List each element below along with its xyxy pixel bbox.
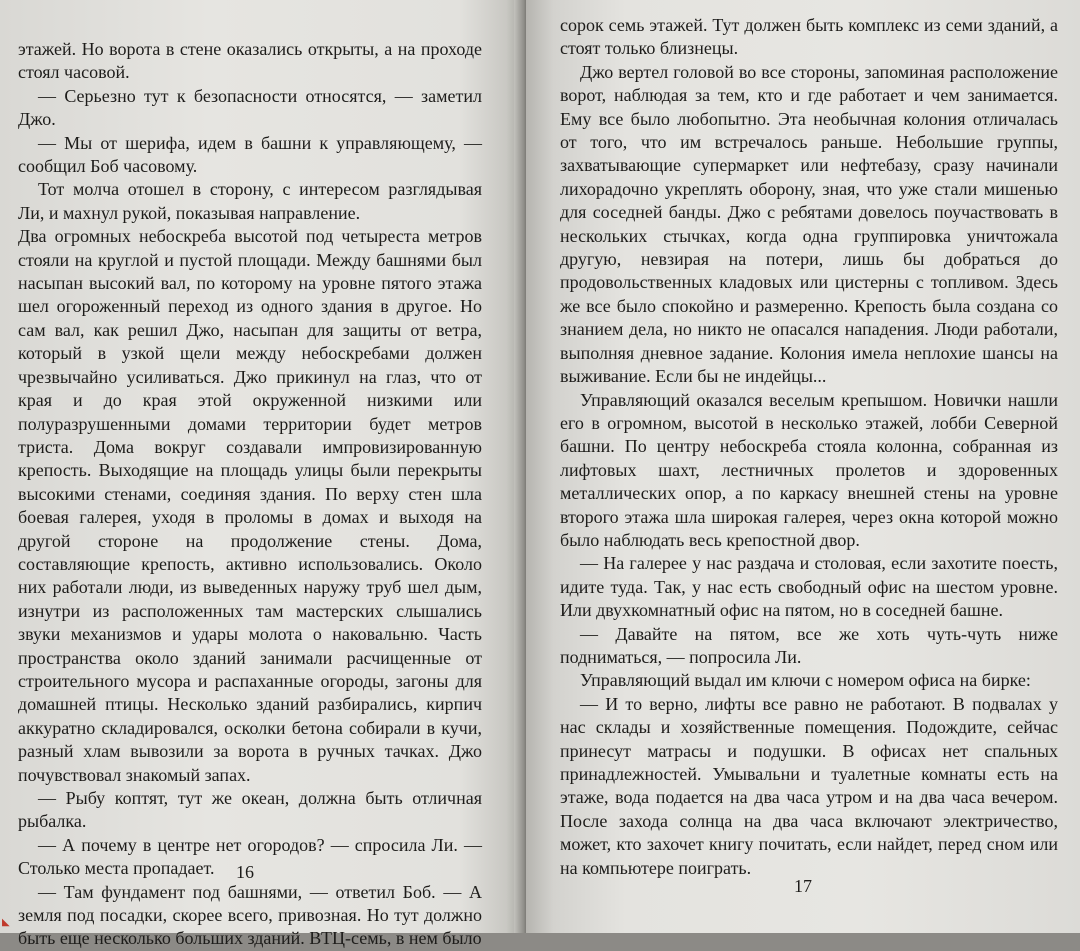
left-page-text <box>18 38 482 951</box>
paragraph: — Давайте на пятом, все же хоть чуть-чуть ниже подниматься, — попросила Ли. <box>560 623 1058 667</box>
paragraph: сорок семь этажей. Тут должен быть комплекс из семи зданий, а стоят только близнецы. <box>560 15 1058 59</box>
right-page-text <box>560 14 1058 880</box>
corner-mark-icon: ◣ <box>2 917 10 928</box>
right-page <box>526 0 1080 933</box>
page-number: 16 <box>236 862 254 882</box>
paragraph: — Мы от шерифа, идем в башни к управляющему, — сообщил Боб часовому. <box>18 132 482 177</box>
paragraph: Джо вертел головой во все стороны, запоминая расположение ворот, наблюдая за тем, кто и где работает и чем занимается. Ему все было любопытно. Эта необычная колония отличалась от того, что им встречалось раньше. Небольшие группы, захватывающие супермаркет или нефтебазу, сразу начинали лихорадочно укреплять оборону, зная, что уже стали мишенью для соседней банды. Джо с ребятами довелось поучаствовать в нескольких стычках, когда одна группировка уничтожала другую, невзирая на потери, лишь бы добраться до продовольственных кладовых или цистерны с топливом. Здесь же все было спокойно и размеренно. Крепость была создана со знанием дела, но никто не опасался нападения. Люди работали, выполняя дневное задание. Колония имела неплохие шансы на выживание. Если бы не индейцы... <box>560 61 1058 387</box>
paragraph: — Там фундамент под башнями, — ответил Боб. — А земля под посадки, скорее всего, привозная. Но тут должно быть еще несколько больших зданий. ВТЦ-семь, в нем было <box>18 881 482 949</box>
paragraph: Два огромных небоскреба высотой под четыреста метров стояли на круглой и пустой площади. Между башнями был насыпан высокий вал, по которому на уровне пятого этажа шел огороженный переход из одного здания в другое. Но сам вал, как решил Джо, насыпан для защиты от ветра, который в узкой щели между небоскребами должен чрезвычайно усиливаться. Джо прикинул на глаз, что от края и до края этой окруженной низкими или полуразрушенными домами территории будет метров триста. Дома вокруг создавали импровизированную крепость. Выходящие на площадь улицы были перекрыты высокими стенами, соединяя здания. По верху стен шла боевая галерея, уходя в проломы в домах и выходя на другой стороне на продолжение стены. Дома, составляющие крепость, активно использовались. Около них работали люди, из выведенных наружу труб шел дым, изнутри из расположенных там мастерских слышались звуки механизмов и удары молота о наковальню. Часть пространства около зданий занимали расчищенные от строительного мусора и распаханные огороды, загоны для домашней птицы. Несколько зданий разбирались, кирпич аккуратно складировался, осколки бетона собирали в кучи, разный хлам вывозили за ворота в ручных тачках. Джо почувствовал знакомый запах. <box>18 226 482 785</box>
page-number: 17 <box>794 876 812 896</box>
paragraph: Управляющий выдал им ключи с номером офиса на бирке: <box>580 670 1031 691</box>
paragraph: — Рыбу коптят, тут же океан, должна быть отличная рыбалка. <box>18 788 482 832</box>
paragraph: — И то верно, лифты все равно не работают. В подвалах у нас склады и хозяйственные помещения. Подождите, сейчас принесут матрасы и подушки. В офисах нет спальных принадлежностей. Умывальни и туалетные комнаты есть на этаже, вода подается на два часа утром и на два часа вечером. После захода солнца на два часа включают электричество, может, кто захочет книгу почитать, если найдет, перед сном или на компьютере поиграть. <box>560 693 1058 878</box>
left-page <box>0 0 522 949</box>
paragraph: этажей. Но ворота в стене оказались открыты, а на проходе стоял часовой. <box>18 39 482 83</box>
paragraph: — На галерее у нас раздача и столовая, если захотите поесть, идите туда. Так, у нас есть свободный офис на шестом уровне. Или двухкомнатный офис на пятом, но в соседней башне. <box>560 553 1058 621</box>
paragraph: Тот молча отошел в сторону, с интересом разглядывая Ли, и махнул рукой, показывая направление. <box>18 179 482 223</box>
paragraph: — А почему в центре нет огородов? — спросила Ли. — Столько места пропадает. <box>18 834 482 879</box>
paragraph: — Серьезно тут к безопасности относятся, — заметил Джо. <box>18 85 482 130</box>
paragraph: Управляющий оказался веселым крепышом. Новички нашли его в огромном, высотой в несколько этажей, лобби Северной башни. По центру небоскреба стояла колонна, собранная из лифтовых шахт, лестничных пролетов и здоровенных металлических опор, а по каркасу внешней стены на уровне второго этажа шла широкая галерея, через окна которой можно было наблюдать весь крепостной двор. <box>560 389 1058 550</box>
